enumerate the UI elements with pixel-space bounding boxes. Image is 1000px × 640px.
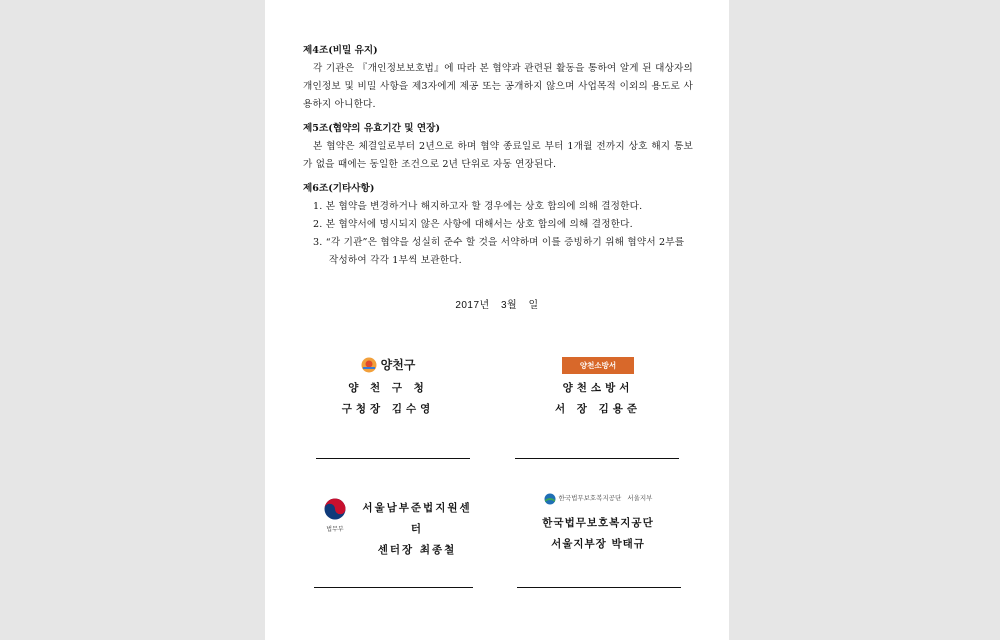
taegeuk-icon [324, 498, 346, 520]
yangcheon-gu-logo [303, 354, 473, 376]
signature-line [316, 458, 470, 459]
org-name: 양천소방서 [562, 382, 634, 394]
signature-line [515, 458, 679, 459]
date-month: 3월 [501, 300, 518, 311]
moj-logo [317, 498, 353, 533]
org-name: 한국법무보호복지공단 [542, 517, 654, 529]
document-page [265, 0, 729, 640]
signature-line [314, 587, 473, 588]
list-item: 3. “각 기관”은 협약을 성실히 준수 할 것을 서약하며 이를 증빙하기 위해 협약서 2부를 작성하여 각각 1부씩 보관한다. [313, 237, 685, 266]
article-6 [303, 180, 693, 270]
logo-text: 양천소방서 [562, 357, 634, 374]
sun-emblem-icon [361, 357, 377, 373]
logo-text: 한국법무보호복지공단 [558, 494, 622, 502]
article-4 [303, 42, 693, 114]
rehab-agency-logo [513, 488, 683, 509]
article-5 [303, 120, 693, 174]
article-title: 제5조(협약의 유효기간 및 연장) [303, 123, 440, 134]
date-day: 일 [528, 300, 539, 311]
signer-name: 센터장 최종철 [377, 544, 457, 556]
logo-text: 양천구 [380, 357, 416, 372]
signatory-legal-aid [357, 498, 477, 561]
org-name: 서울남부준법지원센터 [362, 502, 472, 535]
signer-name: 구청장 김수영 [341, 403, 435, 415]
moj-label: 법무부 [326, 526, 344, 533]
signatory-yangcheon-gu [303, 354, 473, 420]
signatory-fire-station [513, 354, 683, 420]
signatory-rehab-agency [513, 488, 683, 555]
article-body: 각 기관은 『개인정보보호법』에 따라 본 협약과 관련된 활동을 통하여 알게 된 대상자의 개인정보 및 비밀 사항을 제3자에게 제공 또는 공개하지 않으며 사업목적 이외의 용도로 사용하지 아니한다. [303, 63, 693, 110]
date-year: 2017년 [455, 300, 490, 311]
fire-station-logo [513, 354, 683, 376]
article-title: 제6조(기타사항) [303, 183, 375, 194]
article-item-list [303, 198, 693, 270]
org-name: 양 천 구 청 [348, 382, 428, 394]
article-body: 본 협약은 체결일로부터 2년으로 하며 협약 종료일로 부터 1개월 전까지 상호 해지 통보가 없을 때에는 동일한 조건으로 2년 단위로 자동 연장된다. [303, 141, 693, 170]
list-item: 2. 본 협약서에 명시되지 않은 사항에 대해서는 상호 합의에 의해 결정한다. [313, 219, 633, 230]
signer-name: 서 장 김용준 [554, 403, 642, 415]
logo-branch: 서울지부 [627, 494, 653, 502]
globe-emblem-icon [544, 493, 556, 505]
list-item: 1. 본 협약을 변경하거나 해지하고자 할 경우에는 상호 합의에 의해 결정한다. [313, 201, 643, 212]
article-title: 제4조(비밀 유지) [303, 45, 378, 56]
agreement-date [265, 296, 729, 311]
signer-name: 서울지부장 박태규 [551, 538, 645, 550]
signature-line [517, 587, 681, 588]
